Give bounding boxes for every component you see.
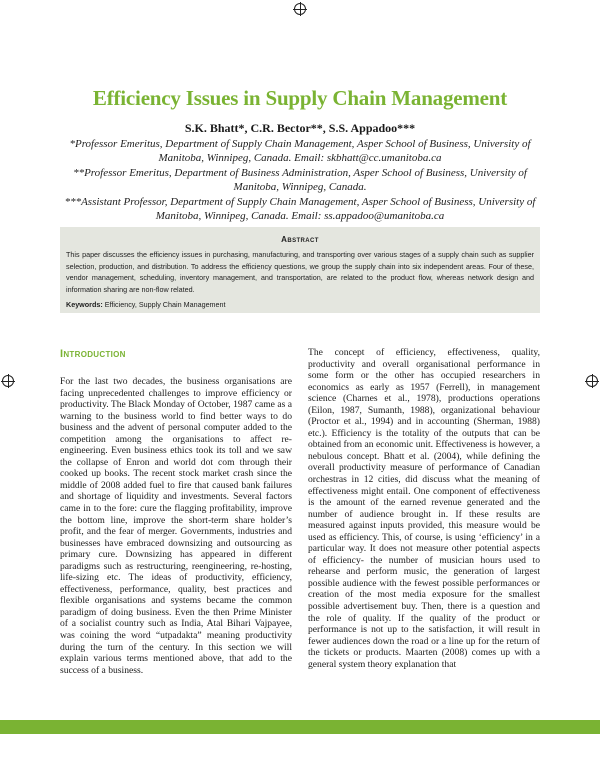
body-column-right: The concept of efficiency, effectiveness, quality, productivity and overall organisational performance in some form or the other has occupied researchers in economics as early as 1957 (Ferrell), in management science (Charnes et al., 1978), productions operations (Eilon, 1987, Sumanth, 1988), organizational behaviour (Proctor et al., 1994) and in accounting (Sherman, 1988) etc.). Efficiency is the totality of the outputs that can be obtained from an economic unit. Effectiveness is however, a nebulous concept. Bhatt et al. (2004), while defining the overall productivity measure of performance of Canadian orchestras in 12 cities, did discuss what the meaning of effectiveness might entail. One component of effectiveness is the amount of the earned revenue generated and the number of audience brought in. If these results are measured against inputs provided, this measure would be used as efficiency. This, of course, is using ‘efficiency’ in a particular way. It does not measure other potential aspects of efficiency- the number of musician hours used to rehearse and perform music, the generation of largest possible audience with the fewest possible performances or creation of the most media exposure for the smallest possible advertisement buy. Then, there is a question and the role of quality. If the quality of the product or performance is not up to the satisfaction, it will result in fewer audiences down the road or a line up for the return of the tickets or products. Maarten (2008) comes up with a general system theory explanation that bbox=[308, 347, 540, 670]
registration-mark-left-icon bbox=[2, 375, 14, 387]
paper-title: Efficiency Issues in Supply Chain Management bbox=[92, 86, 508, 110]
paper-authors: S.K. Bhatt*, C.R. Bector**, S.S. Appadoo*** bbox=[184, 121, 416, 135]
affiliation-2: **Professor Emeritus, Department of Business Administration, Asper School of Business, University of Manitoba, Winnipeg, Canada. bbox=[73, 167, 527, 193]
registration-mark-top-icon bbox=[294, 3, 306, 15]
abstract-box bbox=[60, 227, 540, 313]
footer-bar bbox=[0, 720, 600, 734]
registration-mark-right-icon bbox=[586, 375, 598, 387]
affiliation-3: ***Assistant Professor, Department of Supply Chain Management, Asper School of Business, University of Manitoba, Winnipeg, Canada. Email: ss.appadoo@umanitoba.ca bbox=[64, 196, 536, 222]
abstract-text: This paper discusses the efficiency issues in purchasing, manufacturing, and transporting over various stages of a supply chain such as supplier selection, production, and distribution. To address the efficiency questions, we group the supply chain into six independent areas. Four of these, vendor management, scheduling, inventory management, and transportation, are related to the product flow, whereas network design and information sharing are non-flow related. bbox=[66, 250, 534, 294]
keywords bbox=[66, 299, 534, 310]
abstract-heading: Abstract bbox=[281, 235, 319, 244]
keywords-value: Efficiency, Supply Chain Management bbox=[104, 300, 226, 310]
keywords-label: Keywords: bbox=[66, 300, 103, 310]
affiliation-1: *Professor Emeritus, Department of Supply Chain Management, Asper School of Business, University of Manitoba, Winnipeg, Canada. Email: skbhatt@cc.umanitoba.ca bbox=[69, 138, 531, 164]
section-heading-introduction: Introduction bbox=[60, 348, 126, 360]
body-column-left: For the last two decades, the business organisations are facing unprecedented challenges to improve efficiency or productivity. The Black Monday of October, 1987 came as a warning to the business world to find better ways to do business and the advent of personal computer added to the competition among the organisations to affect re-engineering. Even business ethics took its toll and we saw the collapse of Enron and world dot com through their cooked up books. The recent stock market crash since the middle of 2008 added fuel to fire that caused bank failures and shortage of liquidity and investments. Several factors came in to the fore: cure the flagging profitability, improve the bottom line, improve the short-term share holder’s profit, and the fear of merger. Governments, industries and businesses have embraced downsizing and outsourcing as primary cure. Downsizing has appeared in different paradigms such as restructuring, reengineering, re-hosting, life-sizing etc. The ideas of productivity, efficiency, effectiveness, performance, quality, best practices and flexible organisations and systems became the common paradigm of doing business. Even the then Prime Minister of a socialist country such as India, Atal Bihari Vajpayee, was coining the word “utpadakta” meaning productivity during the turn of the century. In this section we will explain various terms mentioned above, that add to the success of a business. bbox=[60, 376, 292, 676]
